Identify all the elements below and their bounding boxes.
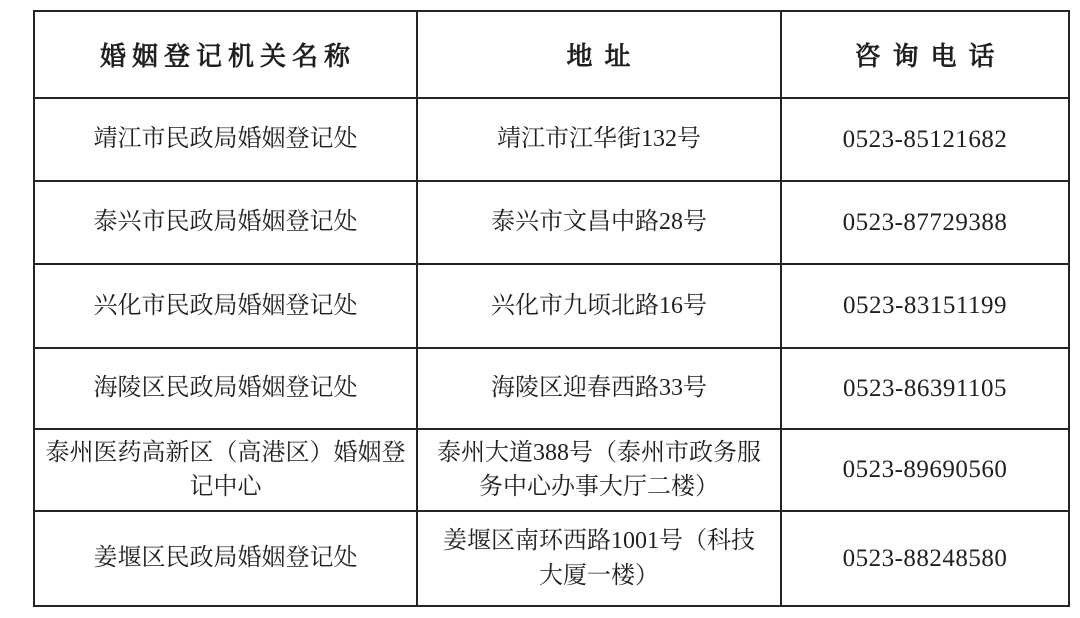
org-name-cell: 海陵区民政局婚姻登记处 bbox=[34, 348, 417, 429]
marriage-registry-table bbox=[33, 10, 1070, 607]
table-row bbox=[34, 264, 1069, 348]
column-header-org-name: 婚姻登记机关名称 bbox=[34, 11, 417, 98]
table-row bbox=[34, 511, 1069, 606]
header-row bbox=[34, 11, 1069, 98]
address-cell: 靖江市江华街132号 bbox=[417, 98, 781, 181]
table-row bbox=[34, 429, 1069, 511]
org-name-cell: 靖江市民政局婚姻登记处 bbox=[34, 98, 417, 181]
address-cell: 兴化市九顷北路16号 bbox=[417, 264, 781, 348]
phone-cell: 0523-85121682 bbox=[781, 98, 1069, 181]
phone-cell: 0523-87729388 bbox=[781, 181, 1069, 264]
phone-cell: 0523-88248580 bbox=[781, 511, 1069, 606]
table-row bbox=[34, 98, 1069, 181]
address-cell: 海陵区迎春西路33号 bbox=[417, 348, 781, 429]
table-row bbox=[34, 348, 1069, 429]
phone-cell: 0523-83151199 bbox=[781, 264, 1069, 348]
column-header-phone: 咨询电话 bbox=[781, 11, 1069, 98]
table-row bbox=[34, 181, 1069, 264]
address-cell: 泰兴市文昌中路28号 bbox=[417, 181, 781, 264]
column-header-address: 地址 bbox=[417, 11, 781, 98]
address-cell: 泰州大道388号（泰州市政务服务中心办事大厅二楼） bbox=[417, 429, 781, 511]
phone-cell: 0523-86391105 bbox=[781, 348, 1069, 429]
org-name-cell: 兴化市民政局婚姻登记处 bbox=[34, 264, 417, 348]
org-name-cell: 姜堰区民政局婚姻登记处 bbox=[34, 511, 417, 606]
address-cell: 姜堰区南环西路1001号（科技大厦一楼） bbox=[417, 511, 781, 606]
phone-cell: 0523-89690560 bbox=[781, 429, 1069, 511]
org-name-cell: 泰州医药高新区（高港区）婚姻登记中心 bbox=[34, 429, 417, 511]
org-name-cell: 泰兴市民政局婚姻登记处 bbox=[34, 181, 417, 264]
